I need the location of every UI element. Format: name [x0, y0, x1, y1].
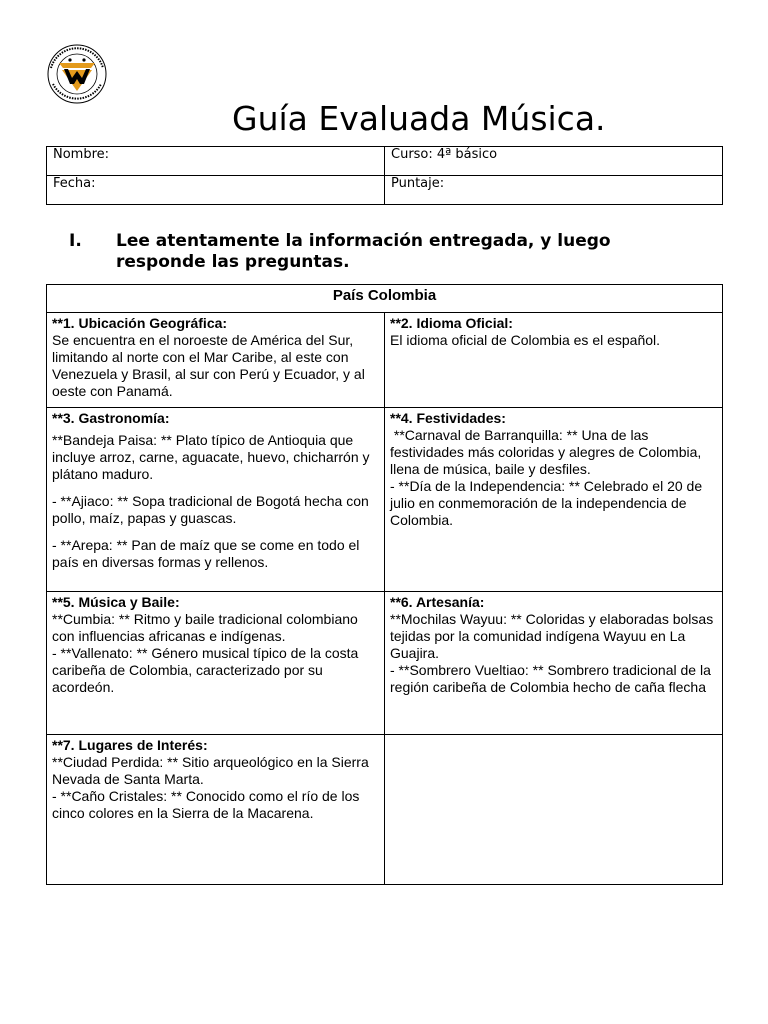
section-title: **4. Festividades: — [390, 410, 506, 426]
name-field[interactable]: Nombre: — [47, 147, 385, 176]
score-field[interactable]: Puntaje: — [385, 176, 723, 205]
section-text: - **Arepa: ** Pan de maíz que se come en todo el país en diversas formas y rellenos. — [52, 537, 360, 570]
section-text: - **Día de la Independencia: ** Celebrado el 20 de julio en conmemoración de la independencia de Colombia. — [390, 478, 703, 528]
section-text: - **Caño Cristales: ** Conocido como el río de los cinco colores en la Sierra de la Macarena. — [52, 788, 360, 821]
section-text: El idioma oficial de Colombia es el español. — [390, 332, 661, 348]
school-crest-logo — [45, 44, 109, 104]
section-text: **Bandeja Paisa: ** Plato típico de Antioquia que incluye arroz, carne, aguacate, huevo, chicharrón y plátano maduro. — [52, 432, 370, 482]
section-text: - **Ajiaco: ** Sopa tradicional de Bogotá hecha con pollo, maíz, papas y guascas. — [52, 493, 369, 526]
cell-festividades — [385, 408, 723, 592]
cell-lugares — [47, 735, 385, 885]
cell-ubicacion — [47, 313, 385, 408]
section-title: **7. Lugares de Interés: — [52, 737, 208, 753]
page-title: Guía Evaluada Música. — [232, 99, 606, 138]
instruction-text: Lee atentamente la información entregada, y luego responde las preguntas. — [116, 231, 611, 272]
section-title: **1. Ubicación Geográfica: — [52, 315, 228, 331]
section-text: **Mochilas Wayuu: ** Coloridas y elaboradas bolsas tejidas por la comunidad indígena Wayuu en La Guajira. — [390, 611, 714, 661]
cell-musica — [47, 592, 385, 735]
student-info-table — [46, 146, 723, 205]
cell-gastronomia — [47, 408, 385, 592]
section-text: **Ciudad Perdida: ** Sitio arqueológico en la Sierra Nevada de Santa Marta. — [52, 754, 369, 787]
section-text: Se encuentra en el noroeste de América del Sur, limitando al norte con el Mar Caribe, al este con Venezuela y Brasil, al sur con Perú y Ecuador, y al oeste con Panamá. — [52, 332, 365, 399]
section-text: **Cumbia: ** Ritmo y baile tradicional colombiano con influencias africanas e indígenas. — [52, 611, 358, 644]
cell-artesania — [385, 592, 723, 735]
cell-empty — [385, 735, 723, 885]
cell-idioma — [385, 313, 723, 408]
section-title: **5. Música y Baile: — [52, 594, 180, 610]
section-text: - **Vallenato: ** Género musical típico de la costa caribeña de Colombia, caracterizado por su acordeón. — [52, 645, 359, 695]
table-header: País Colombia — [47, 285, 723, 313]
section-text: **Carnaval de Barranquilla: ** Una de las festividades más coloridas y alegres de Colombia, llena de música, baile y desfiles. — [390, 427, 706, 477]
section-text: - **Sombrero Vueltiao: ** Sombrero tradicional de la región caribeña de Colombia hecho de caña flecha — [390, 662, 711, 695]
section-title: **3. Gastronomía: — [52, 410, 170, 426]
course-field: Curso: 4ª básico — [385, 147, 723, 176]
colombia-info-table — [46, 284, 723, 885]
date-field[interactable]: Fecha: — [47, 176, 385, 205]
section-title: **6. Artesanía: — [390, 594, 485, 610]
instruction-number: I. — [69, 231, 82, 251]
section-title: **2. Idioma Oficial: — [390, 315, 513, 331]
